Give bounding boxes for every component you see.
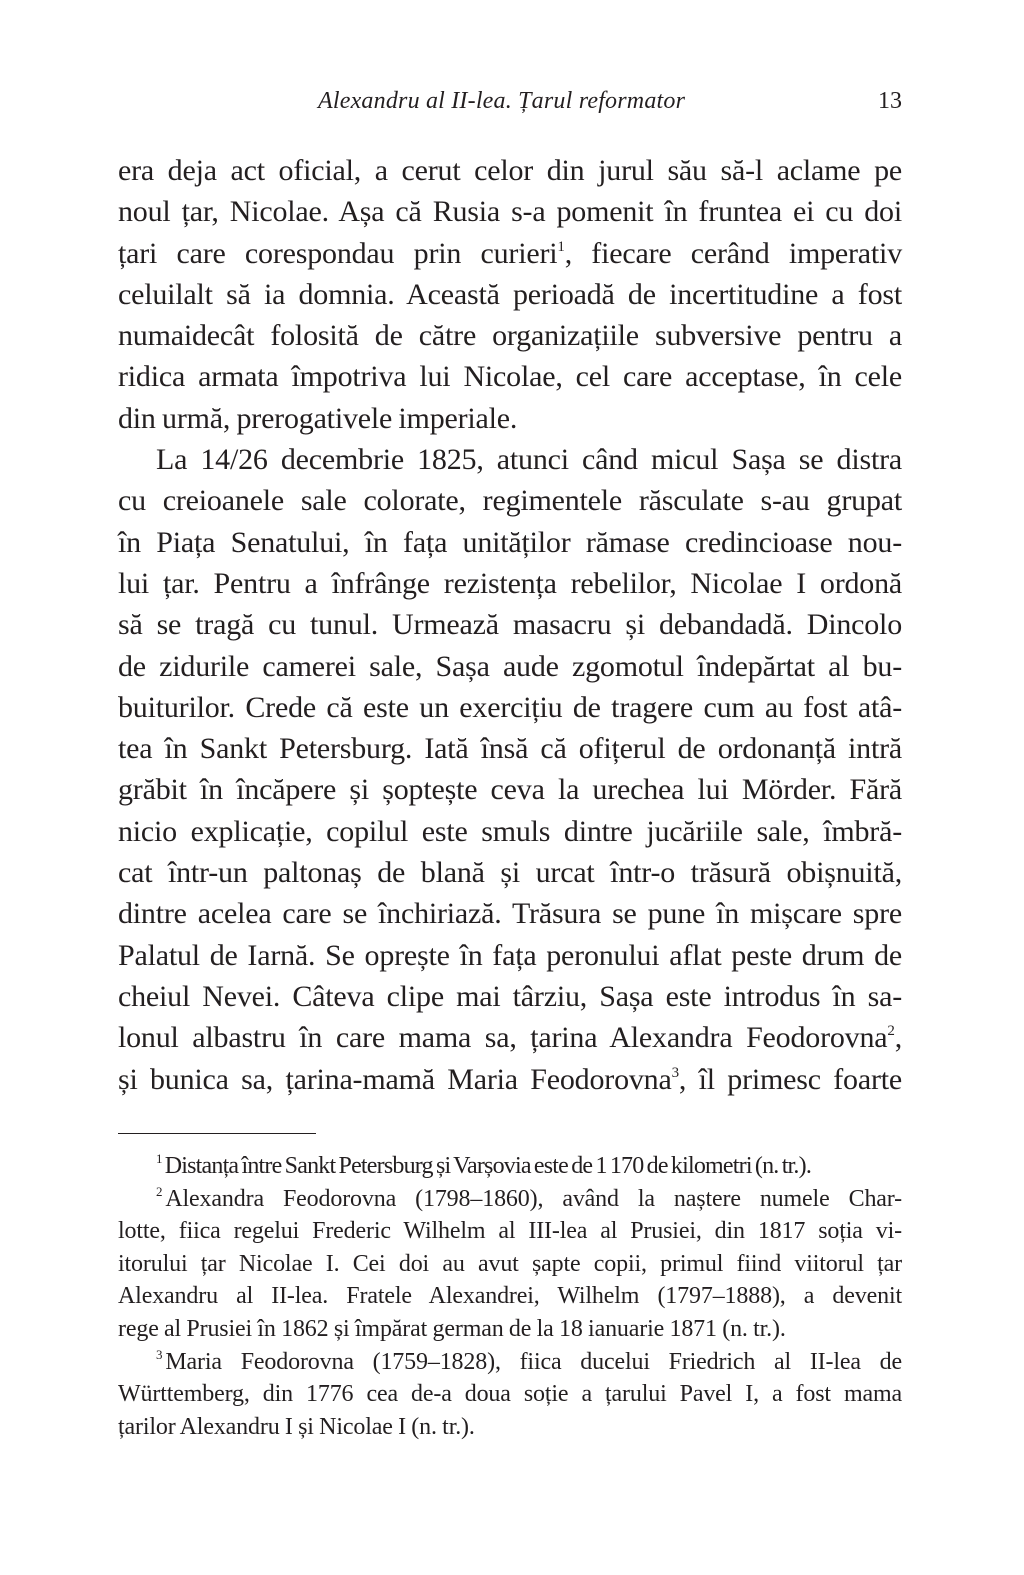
footnote-line: itorului țar Nicolae I. Cei doi au avut șapte copii, primul fiind viitorul țar [118, 1250, 902, 1277]
text-line: grăbit în încăpere și șoptește ceva la urechea lui Mörder. Fără [118, 773, 902, 807]
footnote-line [118, 1346, 902, 1379]
text-segment: țari care corespondau prin curieri [118, 236, 558, 270]
text-segment: , [894, 1021, 902, 1055]
text-line: de zidurile camerei sale, Sașa aude zgomotul îndepărtat al bu- [118, 649, 902, 683]
footnote-number: 1 [156, 1151, 162, 1166]
text-line [118, 1017, 902, 1058]
footnote-ref-2[interactable]: 2 [887, 1023, 895, 1040]
text-segment: lonul albastru în care mama sa, țarina Alexandra Feodorovna [118, 1021, 888, 1055]
footnote-number: 2 [156, 1183, 163, 1199]
footnote-text: Maria Feodorovna (1759–1828), fiica ducelui Friedrich al II-lea de [165, 1348, 902, 1375]
text-line: din urmă, prerogativele imperiale. [118, 401, 518, 435]
text-segment: , fiecare cerând imperativ [564, 236, 902, 270]
paragraph-2 [118, 439, 902, 1100]
footnote-text: Alexandra Feodorovna (1798–1860), având la naștere numele Char- [165, 1185, 902, 1212]
footnote-line [118, 1183, 902, 1216]
text-line: tea în Sankt Petersburg. Iată însă că ofițerul de ordonanță intră [118, 732, 902, 766]
text-line: lui țar. Pentru a înfrânge rezistența rebelilor, Nicolae I ordonă [118, 566, 902, 600]
text-line: ridica armata împotriva lui Nicolae, cel care acceptase, în cele [118, 360, 902, 394]
text-line: cheiul Nevei. Câteva clipe mai târziu, Sașa este introdus în sa- [118, 979, 902, 1013]
footnote-ref-3[interactable]: 3 [671, 1064, 679, 1081]
text-line [118, 1059, 902, 1100]
body-text [118, 150, 902, 1100]
text-line: buiturilor. Crede că este un exercițiu de tragere cum au fost atâ- [118, 690, 902, 724]
text-line: noul țar, Nicolae. Așa că Rusia s-a pomenit în fruntea ei cu doi [118, 195, 902, 229]
footnote-line: lotte, fiica regelui Frederic Wilhelm al III-lea al Prusiei, din 1817 soția vi- [118, 1218, 902, 1245]
text-segment: și bunica sa, țarina-mamă Maria Feodorovna [118, 1062, 672, 1096]
footnote-1 [118, 1150, 902, 1183]
text-line: dintre acelea care se închiriază. Trăsura se pune în mișcare spre [118, 897, 902, 931]
footnotes [118, 1150, 902, 1443]
text-line: nicio explicație, copilul este smuls dintre jucăriile sale, îmbră- [118, 814, 902, 848]
text-line: cat într-un paltonaș de blană și urcat într-o trăsură obișnuită, [118, 856, 902, 890]
footnote-number: 3 [156, 1346, 163, 1362]
running-header [118, 84, 902, 118]
footnote-line [118, 1150, 902, 1183]
running-title: Alexandru al II-lea. Țarul reformator [318, 88, 686, 114]
text-line [118, 233, 902, 274]
footnote-2 [118, 1183, 902, 1346]
footnote-line: țarilor Alexandru I și Nicolae I (n. tr.). [118, 1413, 475, 1440]
footnote-separator [118, 1133, 316, 1134]
text-line: La 14/26 decembrie 1825, atunci când micul Sașa se distra [156, 443, 902, 477]
text-line: în Piața Senatului, în fața unităților rămase credincioase nou- [118, 525, 902, 559]
text-line: Palatul de Iarnă. Se oprește în fața peronului aflat peste drum de [118, 938, 902, 972]
paragraph-1 [118, 150, 902, 439]
footnote-line: Alexandru al II-lea. Fratele Alexandrei, Wilhelm (1797–1888), a devenit [118, 1283, 902, 1310]
text-line: numaidecât folosită de către organizațiile subversive pentru a [118, 319, 902, 353]
text-segment: , îl primesc foarte [678, 1062, 902, 1096]
footnote-line: Württemberg, din 1776 cea de-a doua soție a țarului Pavel I, a fost mama [118, 1381, 902, 1408]
text-line: să se tragă cu tunul. Urmează masacru și debandadă. Dincolo [118, 608, 902, 642]
footnote-3 [118, 1346, 902, 1444]
footnote-line: rege al Prusiei în 1862 și împărat german de la 18 ianuarie 1871 (n. tr.). [118, 1315, 786, 1342]
footnote-text: Distanța între Sankt Petersburg și Varșovia este de 1 170 de kilometri (n. tr.). [164, 1153, 812, 1179]
text-line: celuilalt să ia domnia. Această perioadă de incertitudine a fost [118, 277, 902, 311]
page-number: 13 [878, 88, 902, 114]
text-line: cu creioanele sale colorate, regimentele răsculate s-au grupat [118, 484, 902, 518]
footnote-ref-1[interactable]: 1 [557, 238, 565, 255]
text-line: era deja act oficial, a cerut celor din jurul său să-l aclame pe [118, 154, 902, 187]
